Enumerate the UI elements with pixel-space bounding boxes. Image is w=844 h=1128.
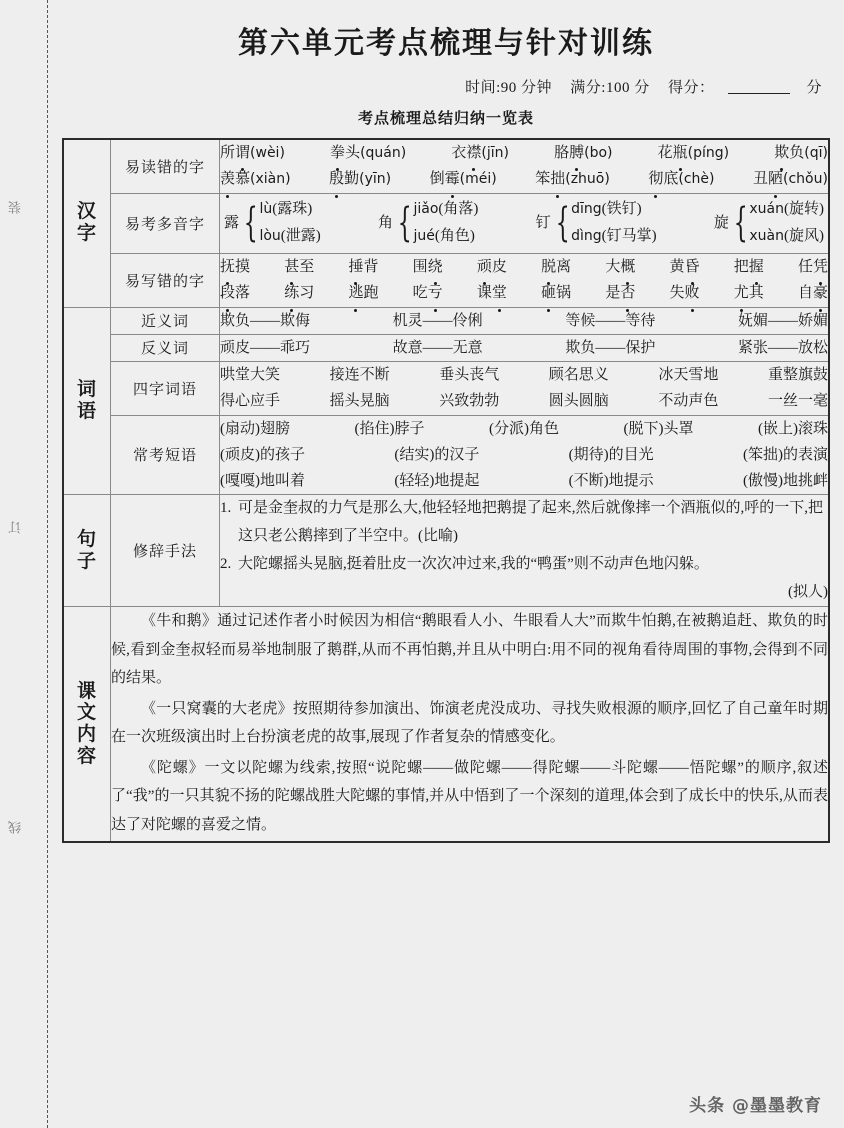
brace-icon: { xyxy=(397,199,412,246)
pinyin: (jīn) xyxy=(481,145,509,161)
phrase-item: 圆头圆脑 xyxy=(548,393,609,410)
pinyin: (píng) xyxy=(687,145,730,161)
phrase-line xyxy=(220,388,828,414)
phrase-line xyxy=(220,468,828,494)
word-char: 笨 xyxy=(535,171,551,188)
vocab-item xyxy=(535,166,610,192)
word-char: 围 xyxy=(412,259,428,275)
polyphonic-group-list xyxy=(220,194,828,254)
review-table xyxy=(62,138,830,843)
emphasis-char: 拙 xyxy=(550,166,565,192)
phrase-item: 不动声色 xyxy=(658,393,719,410)
word-char: 花 xyxy=(657,145,673,161)
word-line xyxy=(220,254,828,280)
group-label: 词语 xyxy=(76,379,97,422)
cell-content xyxy=(220,308,828,334)
word-char: 跑 xyxy=(363,285,379,302)
phrase-item: (嵌上)滚珠 xyxy=(758,420,828,437)
sentence-list xyxy=(220,495,828,578)
pinyin: (wèi) xyxy=(250,145,285,161)
emphasis-char: 脱 xyxy=(541,254,556,280)
sub-label-cell: 常考短语 xyxy=(111,415,220,495)
word-char: 皮 xyxy=(491,259,507,275)
example-word: (旋风) xyxy=(783,228,824,245)
binding-mark-3: 线 xyxy=(8,820,23,834)
sentence-text: 可是金奎叔的力气是那么大,他轻轻地把鹅提了起来,然后就像摔一个酒瓶似的,呼的一下,把这只老公鹅摔到了半空中。(比喻) xyxy=(238,500,824,544)
page-body xyxy=(48,0,844,1128)
vocab-item xyxy=(430,166,497,192)
word-pair: 妩媚——娇媚 xyxy=(737,312,828,329)
polyphonic-reading xyxy=(413,196,478,224)
emphasis-char: 亏 xyxy=(428,280,443,306)
passage-paragraph: 《陀螺》一文以陀螺为线索,按照“说陀螺——做陀螺——得陀螺——斗陀螺——悟陀螺”的顺序,叙述了“我”的一只其貌不扬的陀螺战胜大陀螺的事情,并从中悟到了一个深刻的道理,体会到了成长中的快乐,从而表达了对陀螺的喜爱之情。 xyxy=(111,759,828,833)
word-char: 头 xyxy=(345,145,361,161)
polyphonic-reading xyxy=(749,223,824,251)
emphasis-char: 抚 xyxy=(220,254,235,280)
content-cell xyxy=(220,415,830,495)
polyphonic-char: 角 xyxy=(378,215,394,232)
exam-time: 时间:90 分钟 xyxy=(465,80,553,96)
emphasis-char: 霉 xyxy=(445,166,460,192)
vocab-item xyxy=(554,140,612,166)
vocab-item xyxy=(477,254,507,280)
emphasis-char: 练 xyxy=(284,280,299,306)
group-label-cell xyxy=(63,307,111,495)
group-label: 课文内容 xyxy=(76,680,97,768)
content-cell xyxy=(220,362,830,416)
pinyin: lù xyxy=(259,200,273,217)
passage-paragraph: 《牛和鹅》通过记述作者小时候因为相信“鹅眼看人小、牛眼看人大”而欺牛怕鹅,在被鹅追赶、欺负的时候,看到金奎叔轻而易举地制服了鹅群,从而不再怕鹅,并且从中明白:用不同的视角看待周围的事物,会得到不同的结果。 xyxy=(111,613,828,687)
emphasis-char: 逃 xyxy=(348,280,363,306)
word-char: 倒 xyxy=(429,171,445,188)
word-char: 勤 xyxy=(344,171,360,188)
vocab-item xyxy=(753,166,828,192)
vocab-item xyxy=(477,280,507,306)
phrase-item: (分派)角色 xyxy=(489,420,559,437)
phrase-item: (扇动)翅膀 xyxy=(220,420,290,437)
phrase-line xyxy=(220,442,828,468)
sentence-number: 2. xyxy=(220,555,232,572)
pinyin: (zhuō) xyxy=(565,171,610,188)
phrase-item: 摇头晃脑 xyxy=(329,393,390,410)
sub-label-cell: 易考多音字 xyxy=(111,193,220,254)
vocab-item xyxy=(541,254,571,280)
emphasis-char: 败 xyxy=(685,280,700,306)
table-row xyxy=(63,193,829,254)
group-label-cell xyxy=(63,495,111,607)
phrase-item: 垂头丧气 xyxy=(439,367,500,383)
polyphonic-group xyxy=(536,196,657,252)
emphasis-char: 甚 xyxy=(284,254,299,280)
word-pair: 欺负——欺侮 xyxy=(220,312,311,329)
phrase-item: (傲慢)地挑衅 xyxy=(742,473,828,489)
exam-meta xyxy=(48,76,844,97)
phrase-item: 冰天雪地 xyxy=(658,367,719,383)
phrase-item: (顽皮)的孩子 xyxy=(220,446,305,463)
cell-content xyxy=(220,140,828,193)
emphasis-char: 堂 xyxy=(492,280,507,306)
emphasis-char: 瓶 xyxy=(673,140,688,166)
emphasis-char: 概 xyxy=(620,254,635,280)
phrase-item: 一丝一毫 xyxy=(767,393,828,410)
table-row xyxy=(63,254,829,308)
word-line xyxy=(220,166,828,192)
word-char: 自 xyxy=(797,285,813,302)
word-pair-line xyxy=(220,308,828,334)
vocab-item xyxy=(220,254,250,280)
cell-content xyxy=(220,362,828,415)
emphasis-char: 欺 xyxy=(774,140,789,166)
phrase-item: (掐住)脖子 xyxy=(354,420,425,437)
phrase-item: (期待)的目光 xyxy=(568,446,654,463)
pinyin: jiǎo xyxy=(413,200,439,217)
emphasis-char: 握 xyxy=(749,254,764,280)
pinyin: (méi) xyxy=(459,171,497,188)
vocab-item xyxy=(774,140,828,166)
word-pair: 欺负——保护 xyxy=(565,339,656,356)
emphasis-char: 彻 xyxy=(648,166,663,192)
vocab-item xyxy=(734,280,764,306)
word-line xyxy=(220,280,828,306)
word-pair: 机灵——伶俐 xyxy=(392,312,483,329)
emphasis-char: 拳 xyxy=(330,140,345,166)
vocab-item xyxy=(451,140,509,166)
word-pair-line xyxy=(220,335,828,361)
word-char: 离 xyxy=(556,259,572,275)
content-cell xyxy=(220,495,830,607)
word-char: 胳 xyxy=(554,145,570,161)
phrase-item: (笨拙)的表演 xyxy=(742,446,828,463)
polyphonic-reading xyxy=(413,223,478,251)
page-title: 第六单元考点梳理与针对训练 xyxy=(238,27,654,60)
vocab-item xyxy=(541,280,571,306)
word-char: 锅 xyxy=(556,285,572,302)
word-char: 背 xyxy=(363,259,379,275)
pinyin: dīng xyxy=(571,200,602,217)
word-char: 任 xyxy=(797,259,813,275)
group-label: 句子 xyxy=(76,528,97,572)
cell-content xyxy=(111,607,828,839)
binding-mark-2: 订 xyxy=(8,520,23,534)
polyphonic-char: 旋 xyxy=(713,215,729,232)
emphasis-char: 豪 xyxy=(813,280,828,306)
vocab-item xyxy=(284,280,314,306)
vocab-item xyxy=(605,280,635,306)
watermark: 头条 @墨墨教育 xyxy=(689,1096,822,1116)
example-word: (露珠) xyxy=(272,200,313,217)
emphasis-char: 段 xyxy=(220,280,235,306)
cell-content xyxy=(220,335,828,361)
word-char: 把 xyxy=(733,259,749,275)
pinyin: lòu xyxy=(259,228,281,245)
pinyin: (chè) xyxy=(678,171,715,188)
word-char: 摸 xyxy=(235,259,251,275)
content-cell xyxy=(220,254,830,308)
emphasis-char: 尤 xyxy=(734,280,749,306)
vocab-item xyxy=(220,280,250,306)
example-word: (钉马掌) xyxy=(601,228,657,245)
phrase-item: (结实)的汉子 xyxy=(394,446,480,463)
vocab-item xyxy=(658,140,730,166)
word-pair: 故意——无意 xyxy=(392,339,483,356)
pinyin: (xiàn) xyxy=(250,171,291,188)
word-char: 课 xyxy=(476,285,492,302)
table-row xyxy=(63,415,829,495)
group-label-cell xyxy=(63,139,111,307)
content-cell xyxy=(220,307,830,334)
content-cell xyxy=(220,139,830,193)
phrase-item: (不断)地提示 xyxy=(568,473,654,489)
table-row xyxy=(63,607,829,843)
emphasis-char: 捶 xyxy=(348,254,363,280)
polyphonic-char: 露 xyxy=(224,215,240,232)
word-char: 至 xyxy=(299,259,315,275)
word-char: 是 xyxy=(605,285,621,302)
pinyin: (yīn) xyxy=(359,171,392,188)
word-line xyxy=(220,140,828,166)
word-char: 大 xyxy=(605,259,621,275)
rhetoric-tag: (拟人) xyxy=(788,583,828,600)
polyphonic-group xyxy=(224,196,321,252)
sub-label-cell: 修辞手法 xyxy=(111,495,220,607)
emphasis-char: 襟 xyxy=(466,140,481,166)
polyphonic-reading xyxy=(571,196,657,224)
vocab-item xyxy=(220,166,291,192)
pinyin: (chǒu) xyxy=(783,171,828,188)
phrase-line xyxy=(220,416,828,442)
vocab-item xyxy=(330,140,406,166)
polyphonic-reading xyxy=(571,223,657,251)
sub-label-cell: 近义词 xyxy=(111,307,220,334)
word-char: 习 xyxy=(299,285,315,302)
word-pair: 紧张——放松 xyxy=(737,339,828,356)
emphasis-char: 昏 xyxy=(685,254,700,280)
content-cell xyxy=(220,193,830,254)
binding-mark-1: 装 xyxy=(8,200,23,214)
table-row xyxy=(63,307,829,334)
vocab-item xyxy=(220,140,285,166)
vocab-item xyxy=(670,254,700,280)
word-char: 慕 xyxy=(235,171,251,188)
word-char: 黄 xyxy=(669,259,685,275)
example-word: (泄露) xyxy=(280,228,321,245)
binding-margin xyxy=(0,0,48,1128)
example-word: (旋转) xyxy=(783,200,824,217)
group-label-cell xyxy=(63,607,111,843)
vocab-item xyxy=(605,254,635,280)
sub-label-cell: 易写错的字 xyxy=(111,254,220,308)
pinyin: dìng xyxy=(571,228,602,245)
phrase-item: 兴致勃勃 xyxy=(439,393,500,410)
table-row xyxy=(63,139,829,193)
sentence-text: 大陀螺摇头晃脑,挺着肚皮一次次冲过来,我的“鸭蛋”则不动声色地闪躲。 xyxy=(238,555,709,572)
table-row xyxy=(63,362,829,416)
word-char: 负 xyxy=(789,145,805,161)
vocab-item xyxy=(798,280,828,306)
exam-score-unit: 分 xyxy=(806,80,822,96)
table-caption: 考点梳理总结归纳一览表 xyxy=(357,111,534,127)
pinyin: xuàn xyxy=(749,228,784,245)
sub-label-cell: 四字词语 xyxy=(111,362,220,416)
vocab-item xyxy=(284,254,314,280)
word-char: 其 xyxy=(748,285,764,302)
vocab-item xyxy=(348,254,378,280)
emphasis-char: 羡 xyxy=(220,166,235,192)
cell-content xyxy=(220,495,828,606)
group-label: 汉字 xyxy=(76,201,97,245)
sentence-item xyxy=(220,551,828,579)
emphasis-char: 绕 xyxy=(428,254,443,280)
vocab-item xyxy=(648,166,714,192)
cell-content xyxy=(220,416,828,495)
phrase-item: (轻轻)地提起 xyxy=(394,473,480,489)
emphasis-char: 砸 xyxy=(541,280,556,306)
brace-icon: { xyxy=(555,199,570,246)
sub-label-cell: 反义词 xyxy=(111,334,220,361)
exam-full-score: 满分:100 分 xyxy=(570,80,650,96)
emphasis-char: 顽 xyxy=(477,254,492,280)
sentence-item xyxy=(220,495,828,551)
polyphonic-reading xyxy=(749,196,824,224)
word-char: 所 xyxy=(220,145,236,161)
brace-icon: { xyxy=(243,199,258,246)
pinyin: (bo) xyxy=(584,145,613,161)
exam-score-label: 得分： xyxy=(667,80,715,96)
pinyin: xuán xyxy=(749,200,784,217)
cell-content xyxy=(220,194,828,254)
emphasis-char: 殷 xyxy=(329,166,344,192)
emphasis-char: 膊 xyxy=(569,140,584,166)
phrase-item: 重整旗鼓 xyxy=(767,367,828,383)
word-char: 丑 xyxy=(752,171,768,188)
phrase-item: 接连不断 xyxy=(329,367,390,383)
vocab-item xyxy=(734,254,764,280)
phrase-item: 顾名思义 xyxy=(548,367,609,383)
score-blank-field[interactable] xyxy=(728,93,790,94)
polyphonic-char: 钉 xyxy=(535,215,551,232)
vocab-item xyxy=(348,280,378,306)
sentence-number: 1. xyxy=(220,500,232,517)
phrase-item: (脱下)头罩 xyxy=(623,420,694,437)
phrase-item: 得心应手 xyxy=(220,393,281,410)
emphasis-char: 否 xyxy=(620,280,635,306)
vocab-item xyxy=(413,280,443,306)
example-word: (铁钉) xyxy=(601,200,642,217)
word-char: 失 xyxy=(669,285,685,302)
example-word: (角色) xyxy=(434,228,475,245)
table-row xyxy=(63,495,829,607)
pinyin: jué xyxy=(413,228,435,245)
emphasis-char: 陋 xyxy=(768,166,783,192)
word-pair: 顽皮——乖巧 xyxy=(220,339,311,356)
pinyin: (quán) xyxy=(360,145,407,161)
vocab-item xyxy=(413,254,443,280)
word-char: 落 xyxy=(235,285,251,302)
table-row xyxy=(63,334,829,361)
emphasis-char: 谓 xyxy=(235,140,250,166)
polyphonic-reading xyxy=(259,196,320,224)
polyphonic-group xyxy=(714,196,824,252)
passage-paragraph: 《一只窝囊的大老虎》按照期待参加演出、饰演老虎没成功、寻找失败根源的顺序,回忆了自己童年时期在一次班级演出时上台扮演老虎的故事,展现了作者复杂的情感变化。 xyxy=(111,700,828,746)
content-cell xyxy=(220,334,830,361)
brace-icon: { xyxy=(733,199,748,246)
word-pair: 等候——等待 xyxy=(565,312,656,329)
polyphonic-group xyxy=(378,196,478,252)
sub-label-cell: 易读错的字 xyxy=(111,139,220,193)
example-word: (角落) xyxy=(438,200,479,217)
content-cell xyxy=(111,607,830,843)
vocab-item xyxy=(670,280,700,306)
vocab-item xyxy=(329,166,391,192)
word-char: 吃 xyxy=(412,285,428,302)
phrase-line xyxy=(220,362,828,388)
polyphonic-reading xyxy=(259,223,320,251)
vocab-item xyxy=(798,254,828,280)
word-char: 衣 xyxy=(451,145,467,161)
emphasis-char: 凭 xyxy=(813,254,828,280)
cell-content xyxy=(220,254,828,307)
phrase-item: (嘎嘎)地叫着 xyxy=(220,473,305,489)
pinyin: (qī) xyxy=(804,145,828,161)
phrase-item: 哄堂大笑 xyxy=(220,367,281,383)
word-char: 底 xyxy=(663,171,679,188)
